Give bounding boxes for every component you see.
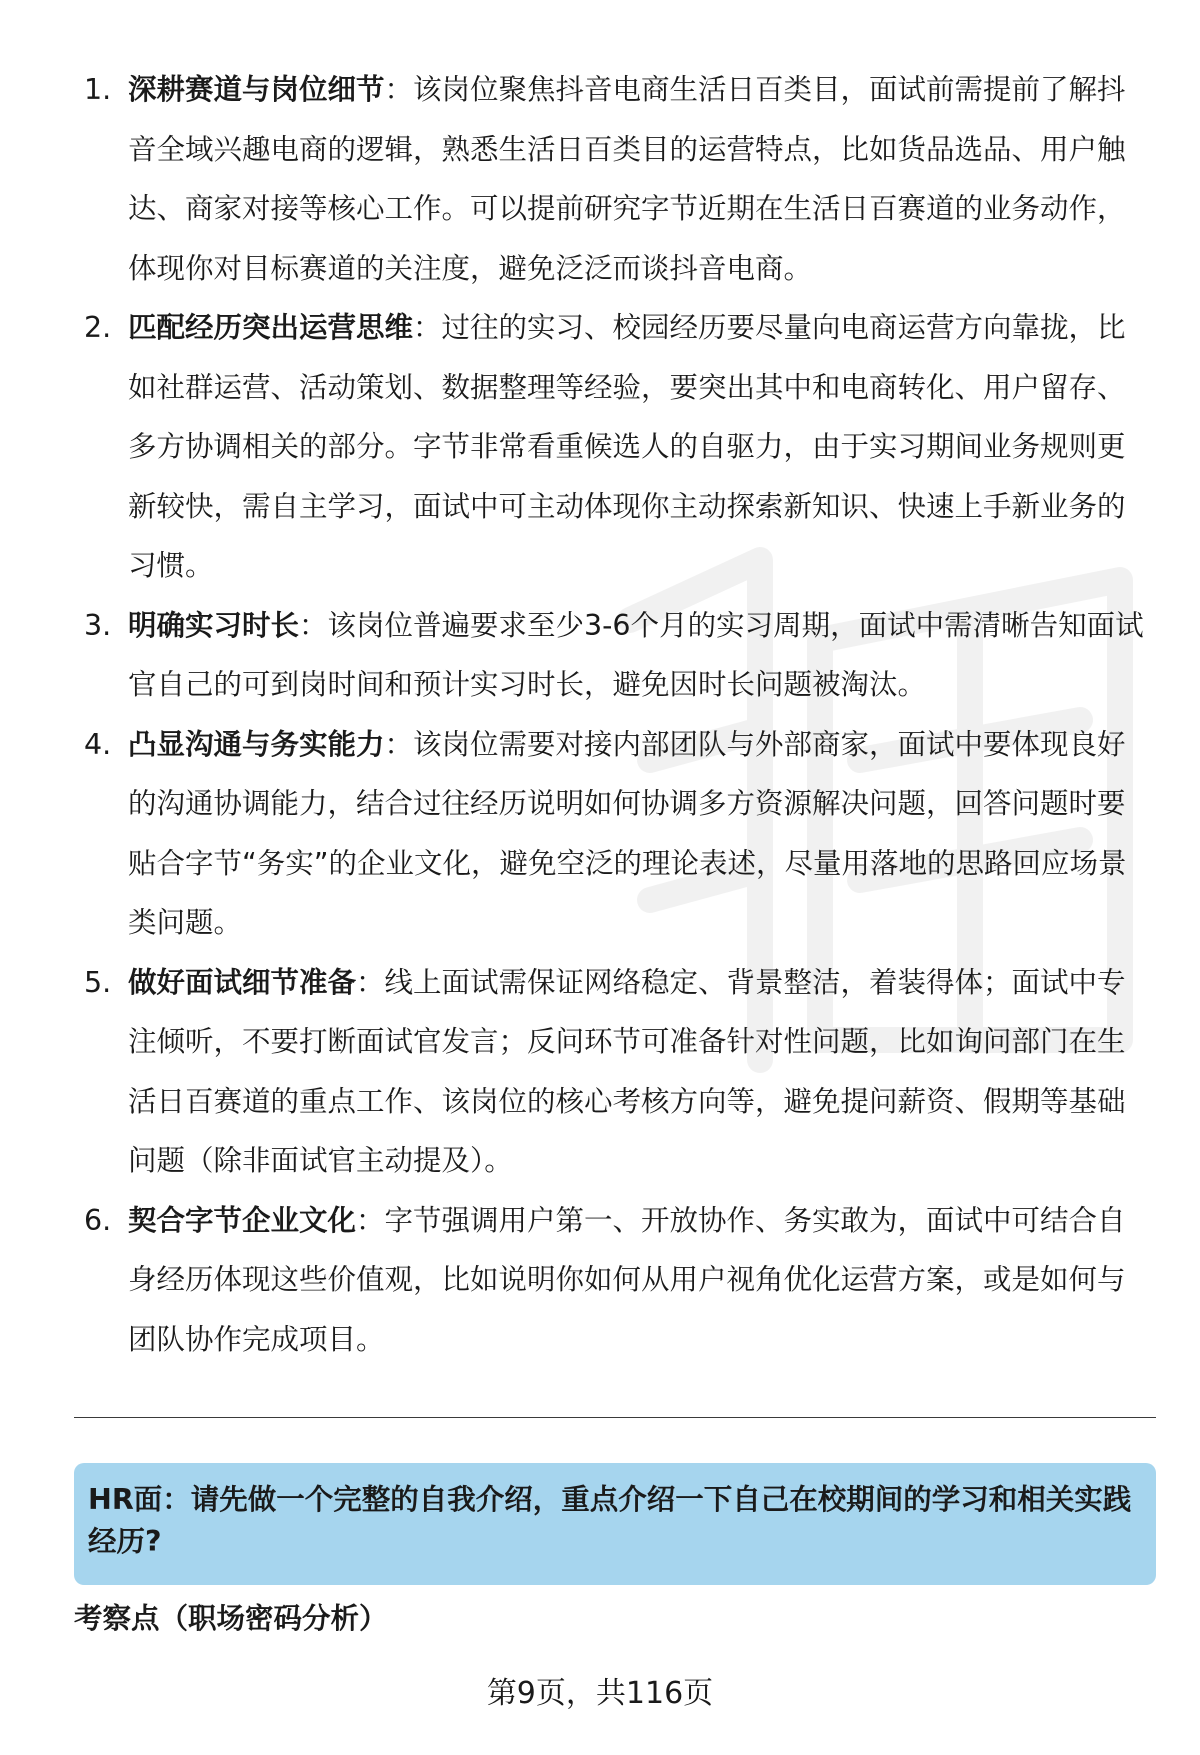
tip-number: 1. — [84, 73, 112, 106]
tip-body: ：线上面试需保证网络稳定、背景整洁，着装得体；面试中专注倾听，不要打断面试官发言；反问环节可准备针对性问题，比如询问部门在生活日百赛道的重点工作、该岗位的核心考核方向等，避免提问薪资、假期等基础问题（除非面试官主动提及）。 — [128, 965, 1126, 1177]
tip-body: ：该岗位聚焦抖音电商生活日百类目，面试前需提前了解抖音全域兴趣电商的逻辑，熟悉生活日百类目的运营特点，比如货品选品、用户触达、商家对接等核心工作。可以提前研究字节近期在生活日百赛道的业务动作，体现你对目标赛道的关注度，避免泛泛而谈抖音电商。 — [128, 73, 1126, 285]
tip-body: ：该岗位普遍要求至少3-6个月的实习周期，面试中需清晰告知面试官自己的可到岗时间和预计实习时长，避免因时长问题被淘汰。 — [128, 608, 1144, 701]
section-heading: 考察点（职场密码分析） — [74, 1602, 388, 1635]
tip-item — [84, 596, 1144, 715]
tip-title: 契合字节企业文化 — [128, 1203, 357, 1237]
tip-body: ：字节强调用户第一、开放协作、务实敢为，面试中可结合自身经历体现这些价值观，比如说明你如何从用户视角优化运营方案，或是如何与团队协作完成项目。 — [128, 1203, 1126, 1356]
tip-item — [84, 298, 1144, 596]
hr-question-box — [74, 1463, 1156, 1585]
interview-tips-list — [84, 60, 1144, 1369]
page-number: 第9页，共116页 — [486, 1676, 714, 1711]
tip-title: 匹配经历突出运营思维 — [128, 311, 414, 344]
tip-item — [84, 60, 1144, 298]
tip-title: 做好面试细节准备 — [128, 965, 357, 999]
tip-item — [84, 715, 1144, 953]
tip-body: ：该岗位需要对接内部团队与外部商家，面试中要体现良好的沟通协调能力，结合过往经历说明如何协调多方资源解决问题，回答问题时要贴合字节“务实”的企业文化，避免空泛的理论表述，尽量用落地的思路回应场景类问题。 — [128, 727, 1127, 939]
tip-title: 深耕赛道与岗位细节 — [128, 73, 385, 106]
section-divider — [74, 1417, 1156, 1418]
tip-item — [84, 953, 1144, 1191]
tip-number: 4. — [84, 727, 112, 761]
tip-number: 5. — [84, 965, 112, 999]
tip-title: 明确实习时长 — [128, 608, 300, 642]
tip-body: ：过往的实习、校园经历要尽量向电商运营方向靠拢，比如社群运营、活动策划、数据整理等经验，要突出其中和电商转化、用户留存、多方协调相关的部分。字节非常看重候选人的自驱力，由于实习期间业务规则更新较快，需自主学习，面试中可主动体现你主动探索新知识、快速上手新业务的习惯。 — [128, 311, 1126, 582]
tip-number: 3. — [84, 608, 112, 642]
hr-question-text: HR面：请先做一个完整的自我介绍，重点介绍一下自己在校期间的学习和相关实践经历? — [88, 1483, 1132, 1558]
tip-number: 2. — [84, 311, 112, 344]
tip-number: 6. — [84, 1203, 112, 1237]
tip-title: 凸显沟通与务实能力 — [128, 727, 385, 761]
tip-item — [84, 1191, 1144, 1370]
